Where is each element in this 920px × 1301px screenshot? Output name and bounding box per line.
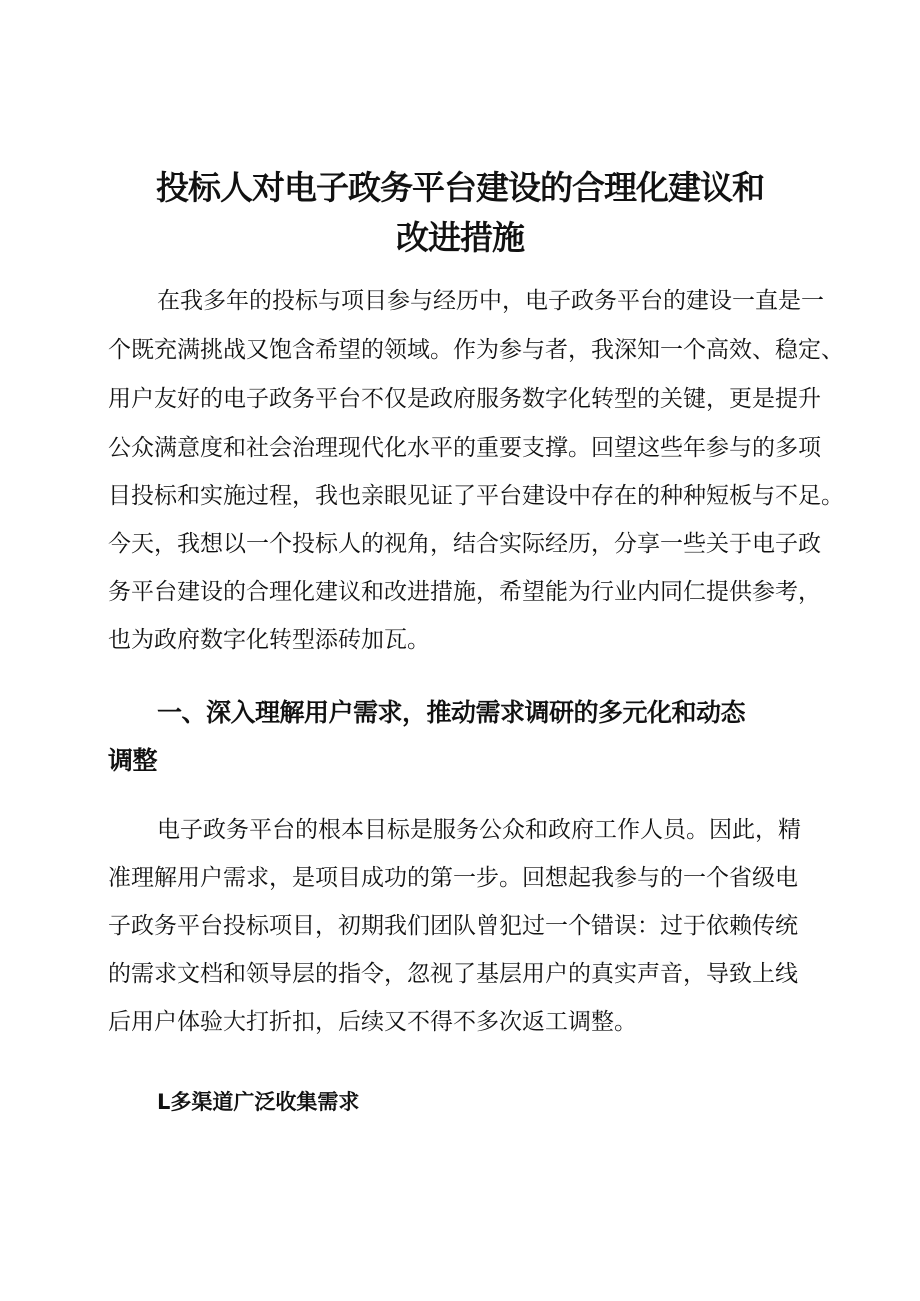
intro-line-6: 今天，我想以一个投标人的视角，结合实际经历，分享一些关于电子政 <box>108 531 821 557</box>
section-1-heading-line-2: 调整 <box>108 746 158 775</box>
intro-line-7: 务平台建设的合理化建议和改进措施，希望能为行业内同仁提供参考， <box>108 579 821 605</box>
subsection-heading: L多渠道广泛收集需求 <box>157 1090 360 1114</box>
intro-line-3: 用户友好的电子政务平台不仅是政府服务数字化转型的关键，更是提升 <box>108 386 821 412</box>
intro-line-1: 在我多年的投标与项目参与经历中，电子政务平台的建设一直是一 <box>157 288 824 314</box>
section-1-line-2: 准理解用户需求，是项目成功的第一步。回想起我参与的一个省级电 <box>108 865 798 891</box>
section-1-line-3: 子政务平台投标项目，初期我们团队曾犯过一个错误：过于依赖传统 <box>108 913 798 939</box>
section-1-line-4: 的需求文档和领导层的指令，忽视了基层用户的真实声音，导致上线 <box>108 961 798 987</box>
intro-line-8: 也为政府数字化转型添砖加瓦。 <box>108 627 430 653</box>
intro-line-5: 目投标和实施过程，我也亲眼见证了平台建设中存在的种种短板与不足。 <box>108 483 844 509</box>
intro-line-4: 公众满意度和社会治理现代化水平的重要支撑。回望这些年参与的多项 <box>108 435 821 461</box>
section-1-heading-line-1: 一、深入理解用户需求，推动需求调研的多元化和动态 <box>157 698 746 727</box>
section-1-line-1: 电子政务平台的根本目标是服务公众和政府工作人员。因此，精 <box>157 817 801 843</box>
section-1-line-5: 后用户体验大打折扣，后续又不得不多次返工调整。 <box>108 1009 637 1035</box>
intro-line-2: 个既充满挑战又饱含希望的领域。作为参与者，我深知一个高效、稳定、 <box>108 337 844 363</box>
document-title-line-2: 改进措施 <box>396 218 524 257</box>
document-title-line-1: 投标人对电子政务平台建设的合理化建议和 <box>156 168 764 207</box>
